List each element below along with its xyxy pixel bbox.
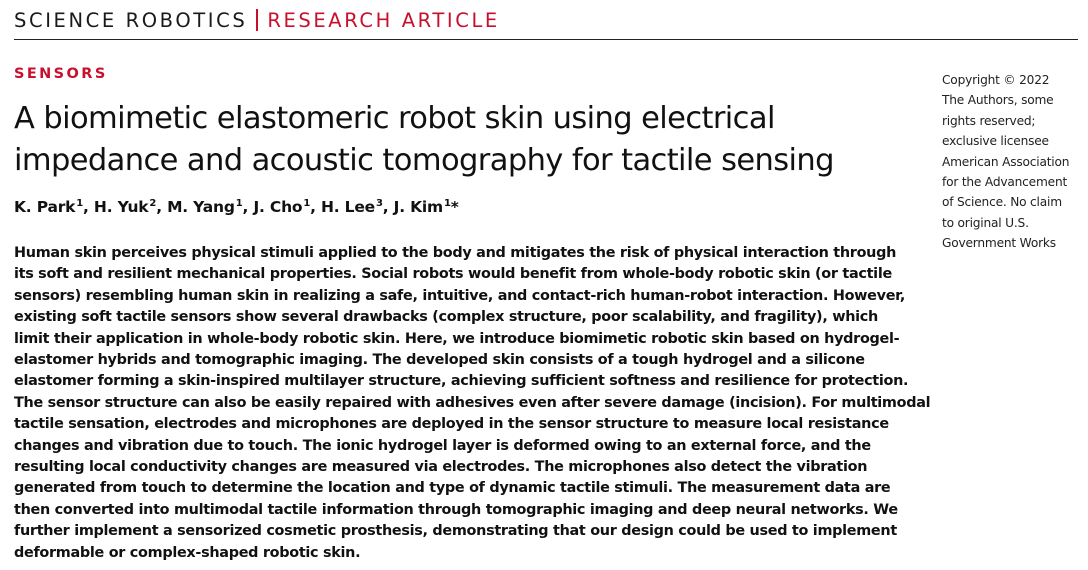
abstract-line: resulting local conductivity changes are measured via electrodes. The microphones also detect the vibration [14,459,868,476]
author [321,198,394,216]
copyright-line: The Authors, some [942,93,1054,108]
author-separator: , [83,198,94,216]
author-separator: , [242,198,254,216]
abstract-line: deformable or complex-shaped robotic skin. [14,544,361,561]
author [94,198,167,216]
copyright-line: to original U.S. [942,215,1029,230]
title-line: A biomimetic elastomeric robot skin using electrical [14,101,775,136]
author [14,198,94,216]
journal-name: SCIENCE ROBOTICS [14,8,248,32]
author [394,198,459,216]
abstract-line: existing soft tactile sensors show several drawbacks (complex structure, poor scalability, and fragility), which [14,309,878,326]
abstract-line: elastomer hybrids and tomographic imaging. The developed skin consists of a tough hydrogel and a silicone [14,352,865,369]
section-label: SENSORS [14,66,108,82]
author-name: J. Cho [253,198,303,216]
abstract-line: then converted into multimodal tactile information through tomographic imaging and deep neural networks. We [14,501,898,518]
abstract-line: its soft and resilient mechanical properties. Social robots would benefit from whole-body robotic skin (or tactile [14,266,892,283]
author-name: M. Yang [167,198,235,216]
affiliation-marker: 1 [76,198,84,209]
abstract-line: generated from touch to determine the location and type of dynamic tactile stimuli. The measurement data are [14,480,891,497]
affiliation-marker: 1 [443,198,451,209]
copyright-line: Government Works [942,236,1056,251]
copyright-line: exclusive licensee [942,134,1049,149]
affiliation-marker: 1 [235,198,243,209]
abstract-line: elastomer forming a skin-inspired multilayer structure, achieving sufficient softness and resilience for protection. [14,373,909,390]
copyright-line: of Science. No claim [942,195,1062,210]
author-separator: , [310,198,322,216]
journal-masthead [14,6,500,34]
author-name: J. Kim [393,198,443,216]
affiliation-marker: 3 [375,198,383,209]
abstract-line: changes and vibration due to touch. The ionic hydrogel layer is deformed owing to an external force, and the [14,437,871,454]
affiliation-marker: 1 [303,198,311,209]
copyright-line: American Association [942,154,1070,169]
author-separator: , [382,198,394,216]
abstract-line: Human skin perceives physical stimuli applied to the body and mitigates the risk of physical interaction through [14,245,897,261]
article-type: RESEARCH ARTICLE [267,8,500,32]
copyright-line: for the Advancement [942,175,1068,190]
author [253,198,321,216]
abstract-line: sensors) resembling human skin in realizing a safe, intuitive, and contact-rich human-robot interaction. However, [14,287,906,304]
copyright-notice [942,70,1082,254]
author-name: H. Lee [321,198,375,216]
author-separator: , [156,198,168,216]
abstract-line: limit their application in whole-body robotic skin. Here, we introduce biomimetic robotic skin based on hydrogel- [14,330,900,347]
abstract-line: further implement a sensorized cosmetic prosthesis, demonstrating that our design could be used to implement [14,523,897,540]
author-name: K. Park [14,198,76,216]
article-title [14,98,914,182]
title-line: impedance and acoustic tomography for tactile sensing [14,143,834,178]
header-rule [14,39,1078,40]
abstract-line: The sensor structure can also be easily repaired with adhesives even after severe damage (incision). For multimodal [14,394,931,411]
copyright-line: Copyright © 2022 [942,73,1050,87]
masthead-separator [256,9,258,31]
affiliation-marker: 2 [149,198,157,209]
author [167,198,253,216]
corresponding-author-marker: * [450,198,459,216]
author-name: H. Yuk [93,198,149,216]
abstract [14,243,931,564]
author-list [14,198,459,216]
abstract-line: tactile sensation, electrodes and microphones are deployed in the sensor structure to measure local resistance [14,416,889,433]
copyright-line: rights reserved; [942,113,1036,128]
